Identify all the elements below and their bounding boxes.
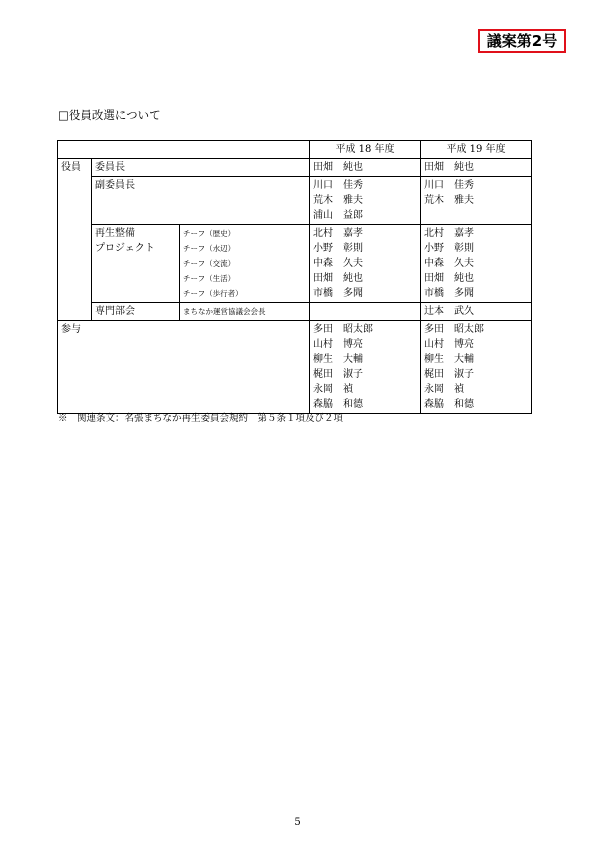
name-entry: 荒木 雅夫	[313, 195, 364, 206]
special-label: 専門部会	[92, 303, 180, 321]
project-h19	[421, 225, 532, 303]
project-label-line1: 再生整備	[95, 228, 135, 239]
name-entry: 多田 昭太郎	[313, 324, 374, 335]
advisors-h18	[310, 321, 421, 414]
name-entry: 梶田 淑子	[313, 369, 364, 380]
name-entry: 小野 彰則	[313, 243, 364, 254]
header-h18: 平成 18 年度	[310, 141, 421, 159]
name-entry: 柳生 大輔	[424, 354, 475, 365]
name-entry: 市橋 多聞	[313, 288, 364, 299]
header-blank-cell	[58, 141, 310, 159]
name-entry: 森脇 和德	[424, 399, 475, 410]
name-entry: 山村 博亮	[424, 339, 475, 350]
table-row-advisors	[58, 321, 532, 414]
chair-h18	[310, 159, 421, 177]
table-row-special	[58, 303, 532, 321]
name-entry: 中森 久夫	[424, 258, 475, 269]
special-h19: 辻本 武久	[421, 303, 532, 321]
advisors-label: 参与	[58, 321, 310, 414]
vice-chair-h18	[310, 177, 421, 225]
project-roles	[180, 225, 310, 303]
name-entry: 永岡 禎	[313, 384, 354, 395]
chair-h19	[421, 159, 532, 177]
officers-label: 役員	[58, 159, 92, 321]
project-label-line2: プロジェクト	[95, 243, 155, 254]
section-title: □役員改選について	[58, 108, 161, 122]
name-entry: 森脇 和德	[313, 399, 364, 410]
name-entry: 浦山 益郎	[313, 210, 364, 221]
name-entry: 田畑 純也	[313, 273, 364, 284]
role-entry: チーフ（歴史）	[183, 229, 236, 238]
name-entry: 梶田 淑子	[424, 369, 475, 380]
name-entry: 田畑 純也	[424, 273, 475, 284]
role-entry: チーフ（水辺）	[183, 244, 236, 253]
table-row-chair	[58, 159, 532, 177]
header-h19: 平成 19 年度	[421, 141, 532, 159]
table-header-row	[58, 141, 532, 159]
table-row-project	[58, 225, 532, 303]
name-entry: 田畑 純也	[424, 162, 475, 173]
special-role: まちなか運営協議会会長	[180, 303, 310, 321]
name-entry: 川口 佳秀	[313, 180, 364, 191]
name-entry: 柳生 大輔	[313, 354, 364, 365]
name-entry: 北村 嘉孝	[424, 228, 475, 239]
name-entry: 小野 彰則	[424, 243, 475, 254]
name-entry: 荒木 雅夫	[424, 195, 475, 206]
advisors-h19	[421, 321, 532, 414]
project-h18	[310, 225, 421, 303]
name-entry: 市橋 多聞	[424, 288, 475, 299]
table-row-vice-chair	[58, 177, 532, 225]
name-entry: 田畑 純也	[313, 162, 364, 173]
name-entry: 山村 博亮	[313, 339, 364, 350]
role-entry: チーフ（生活）	[183, 274, 236, 283]
name-entry: 川口 佳秀	[424, 180, 475, 191]
role-entry: チーフ（交流）	[183, 259, 236, 268]
related-article-note: ※ 関連条文：名張まちなか再生委員会規約 第５条１項及び２項	[58, 413, 344, 424]
special-h18	[310, 303, 421, 321]
name-entry: 永岡 禎	[424, 384, 465, 395]
name-entry: 中森 久夫	[313, 258, 364, 269]
page-number: 5	[294, 817, 301, 828]
name-entry: 北村 嘉孝	[313, 228, 364, 239]
vice-chair-h19	[421, 177, 532, 225]
role-entry: チーフ（歩行者）	[183, 289, 243, 298]
agenda-stamp: 議案第2号	[478, 29, 566, 53]
officer-table	[57, 140, 532, 414]
chair-label: 委員長	[92, 159, 310, 177]
project-label	[92, 225, 180, 303]
vice-chair-label: 副委員長	[92, 177, 310, 225]
name-entry: 多田 昭太郎	[424, 324, 485, 335]
